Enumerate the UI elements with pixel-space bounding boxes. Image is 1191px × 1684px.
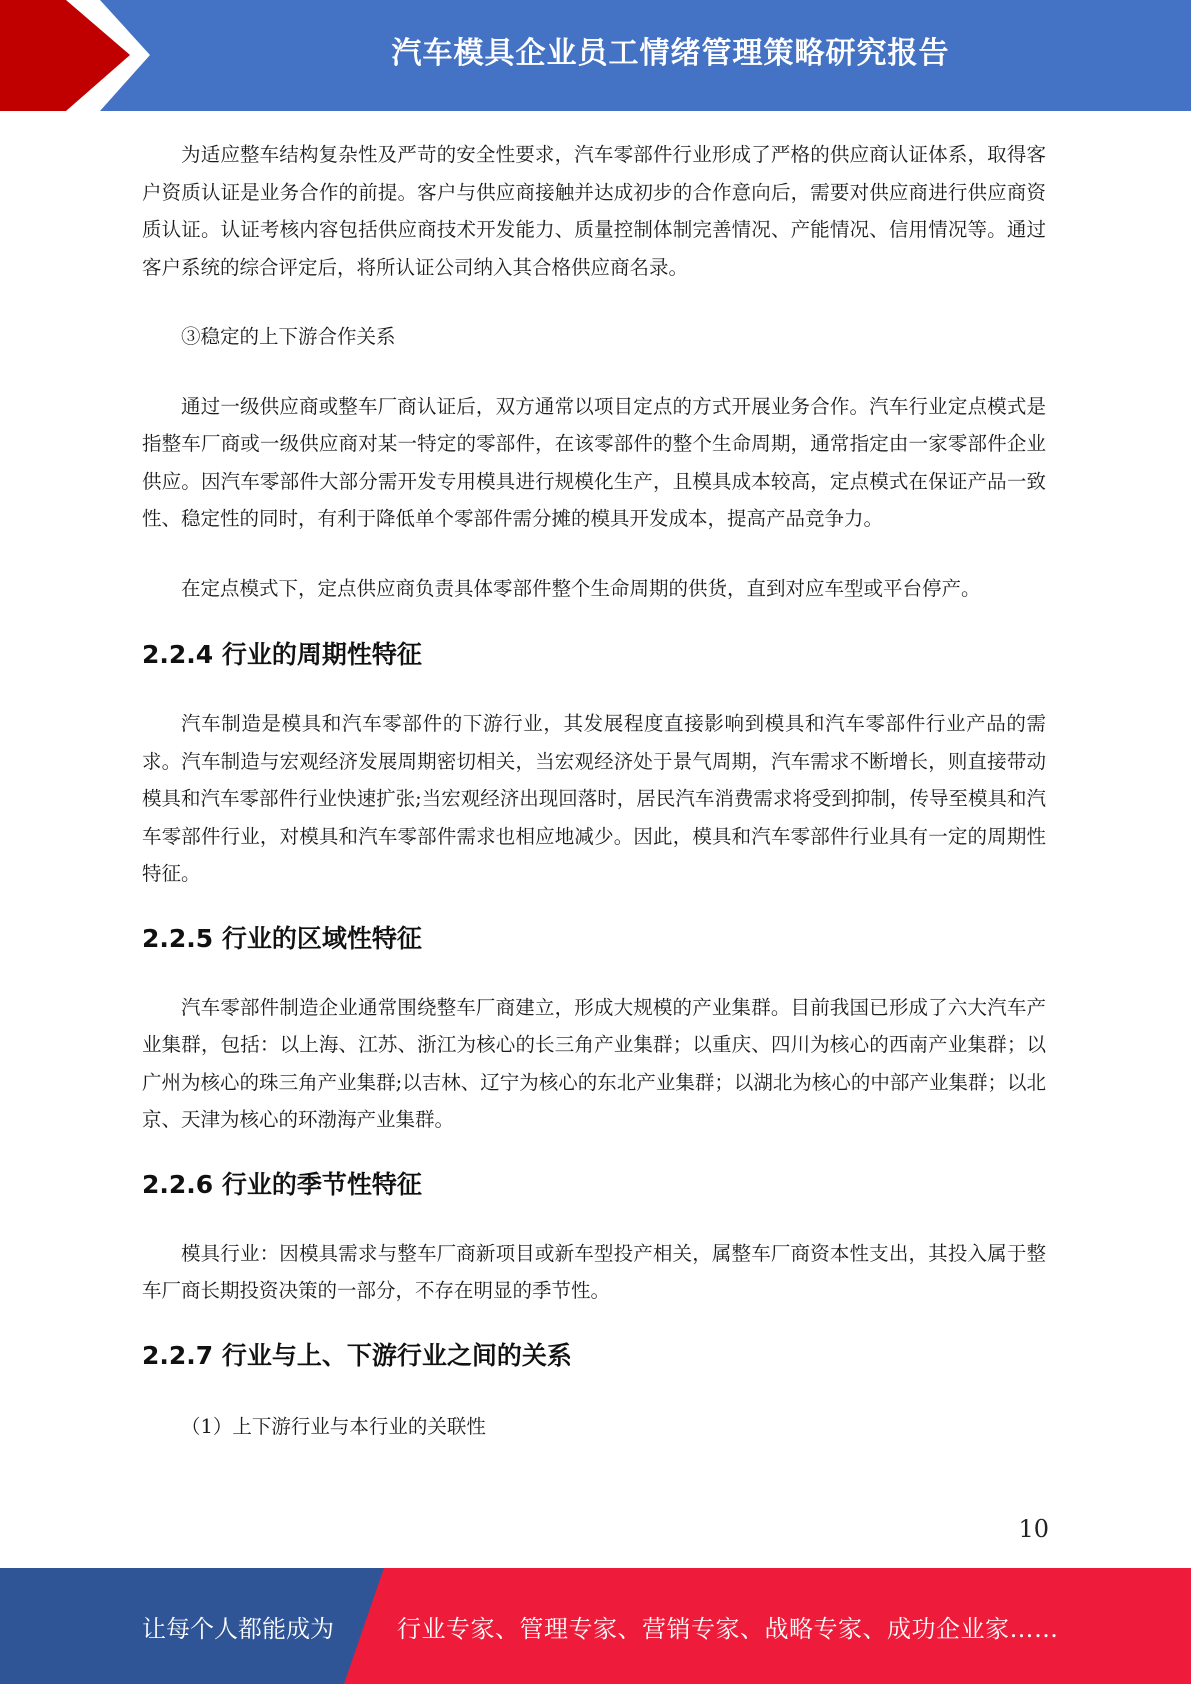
paragraph-supplier-certification: 为适应整车结构复杂性及严苛的安全性要求，汽车零部件行业形成了严格的供应商认证体系，取得客户资质认证是业务合作的前提。客户与供应商接触并达成初步的合作意向后，需要对供应商进行供应商资质认证。认证考核内容包括供应商技术开发能力、质量控制体制完善情况、产能情况、信用情况等。通过客户系统的综合评定后，将所认证公司纳入其合格供应商名录。 <box>142 143 1046 279</box>
page-number: 10 <box>1018 1515 1049 1543</box>
paragraph-fixed-point-supply: 在定点模式下，定点供应商负责具体零部件整个生命周期的供货，直到对应车型或平台停产。 <box>181 576 981 600</box>
report-title: 汽车模具企业员工情绪管理策略研究报告 <box>391 36 950 71</box>
page-header <box>0 0 1191 111</box>
section-heading-upstream-downstream: 2.2.7 行业与上、下游行业之间的关系 <box>142 1340 572 1370</box>
footer-slogan-left: 让每个人都能成为 <box>142 1614 334 1643</box>
subheading-stable-cooperation: ③稳定的上下游合作关系 <box>181 325 396 348</box>
subheading-industry-correlation: （1）上下游行业与本行业的关联性 <box>181 1414 486 1438</box>
section-heading-cyclicality: 2.2.4 行业的周期性特征 <box>142 640 422 669</box>
page-footer <box>0 1568 1191 1684</box>
document-body <box>142 126 1046 1445</box>
paragraph-seasonality: 模具行业：因模具需求与整车厂商新项目或新车型投产相关，属整车厂商资本性支出，其投入属于整车厂商长期投资决策的一部分，不存在明显的季节性。 <box>142 1241 1046 1302</box>
section-heading-seasonality: 2.2.6 行业的季节性特征 <box>142 1169 422 1199</box>
footer-slogan-right: 行业专家、管理专家、营销专家、战略专家、成功企业家…… <box>397 1614 1059 1643</box>
section-heading-regionality: 2.2.5 行业的区域性特征 <box>142 923 422 953</box>
paragraph-fixed-point-mode: 通过一级供应商或整车厂商认证后，双方通常以项目定点的方式开展业务合作。汽车行业定点模式是指整车厂商或一级供应商对某一特定的零部件，在该零部件的整个生命周期，通常指定由一家零部件企业供应。因汽车零部件大部分需开发专用模具进行规模化生产，且模具成本较高，定点模式在保证产品一致性、稳定性的同时，有利于降低单个零部件需分摊的模具开发成本，提高产品竞争力。 <box>142 394 1046 530</box>
paragraph-cyclicality: 汽车制造是模具和汽车零部件的下游行业，其发展程度直接影响到模具和汽车零部件行业产品的需求。汽车制造与宏观经济发展周期密切相关，当宏观经济处于景气周期，汽车需求不断增长，则直接带动模具和汽车零部件行业快速扩张;当宏观经济出现回落时，居民汽车消费需求将受到抑制，传导至模具和汽车零部件行业，对模具和汽车零部件需求也相应地减少。因此，模具和汽车零部件行业具有一定的周期性特征。 <box>142 712 1046 885</box>
header-arrow-decoration <box>0 0 160 111</box>
paragraph-regionality: 汽车零部件制造企业通常围绕整车厂商建立，形成大规模的产业集群。目前我国已形成了六大汽车产业集群，包括：以上海、江苏、浙江为核心的长三角产业集群；以重庆、四川为核心的西南产业集群；以广州为核心的珠三角产业集群;以吉林、辽宁为核心的东北产业集群；以湖北为核心的中部产业集群；以北京、天津为核心的环渤海产业集群。 <box>142 995 1046 1131</box>
